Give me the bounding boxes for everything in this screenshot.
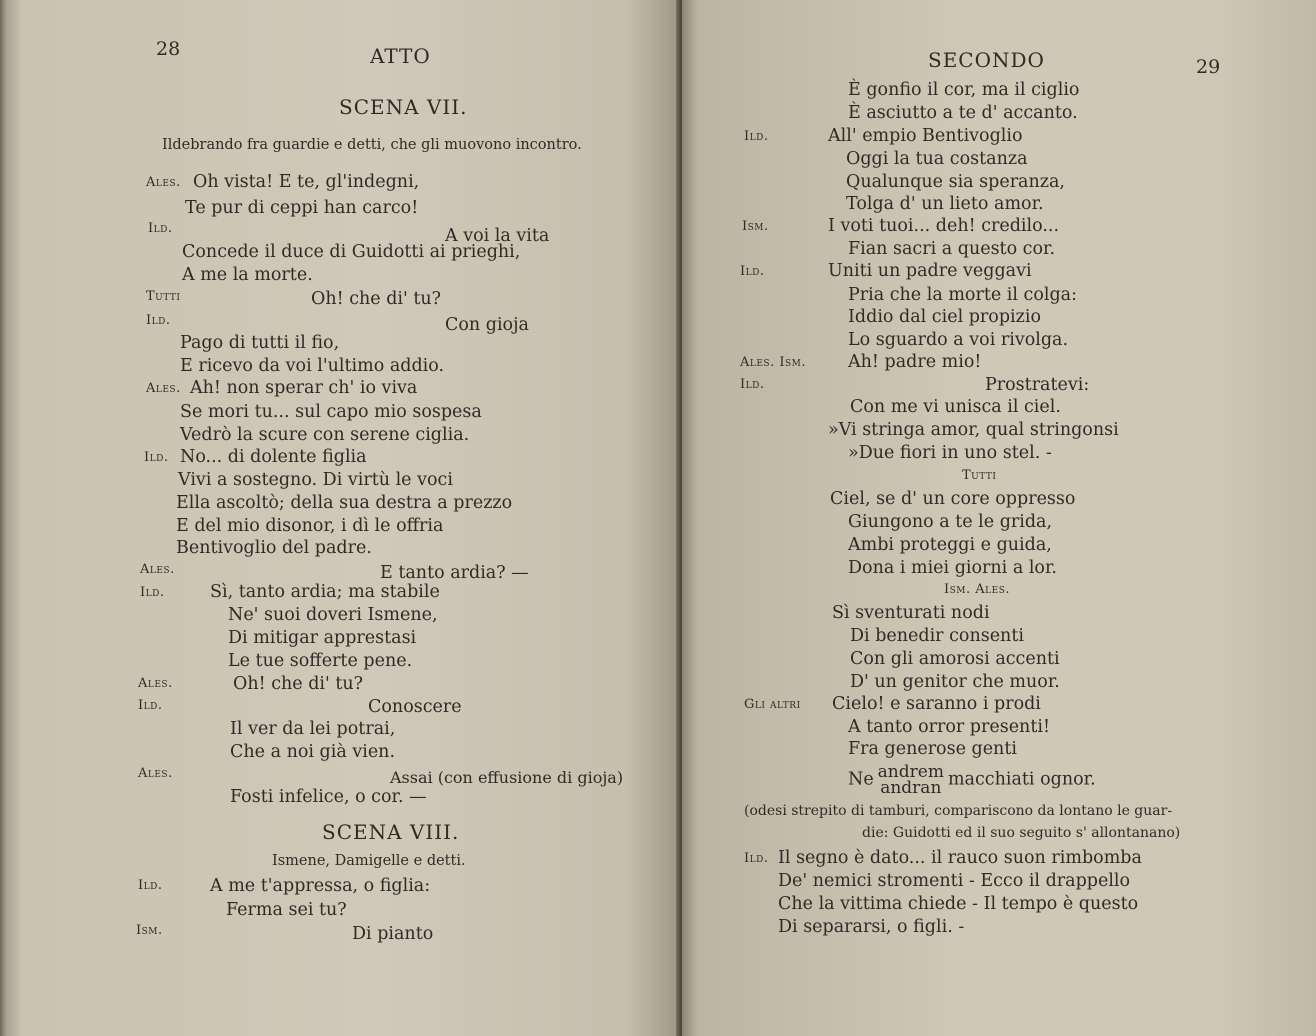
speaker-name: Ild. [140, 585, 165, 600]
speaker-name: Ild. [138, 698, 163, 713]
verse-line: Giungono a te le grida, [848, 512, 1053, 532]
speaker-name: Ales. Ism. [740, 355, 807, 370]
verse-line: Di mitigar apprestasi [228, 628, 417, 648]
verse-line: Ah! non sperar ch' io viva [190, 378, 418, 398]
speaker-name: Ild. [740, 377, 765, 392]
verse-line: Di separarsi, o figli. - [778, 917, 965, 937]
verse-line: Conoscere [368, 697, 462, 717]
page-number: 29 [1196, 56, 1221, 78]
verse-line: Il ver da lei potrai, [230, 719, 396, 739]
speaker-name: Ild. [744, 129, 769, 144]
verse-line-variant [848, 762, 1096, 799]
verse-line: Uniti un padre veggavi [828, 261, 1032, 281]
speaker-name: Ales. [140, 562, 175, 577]
verse-line: Fra generose genti [848, 739, 1017, 759]
verse-line: E tanto ardia? — [380, 563, 529, 583]
speaker-name: Ales. [138, 766, 173, 781]
stage-direction: Ildebrando fra guardie e detti, che gli muovono incontro. [162, 137, 582, 153]
running-head: ATTO [370, 44, 431, 68]
speaker-name: Ales. [146, 381, 181, 396]
verse-line: Sì sventurati nodi [832, 603, 990, 623]
verse-line: Fosti infelice, o cor. — [230, 787, 427, 807]
speaker-name: Ism. Ales. [944, 582, 1011, 597]
verse-word: macchiati ognor. [947, 769, 1096, 790]
verse-line: Prostratevi: [985, 375, 1090, 395]
verse-line: »Due fiori in uno stel. - [848, 443, 1052, 463]
stage-direction: Ismene, Damigelle e detti. [272, 853, 466, 869]
verse-line: È gonfio il cor, ma il ciglio [848, 80, 1080, 100]
running-head: SECONDO [928, 48, 1045, 72]
verse-line: A voi la vita [445, 226, 550, 246]
verse-line: Lo sguardo a voi rivolga. [848, 330, 1069, 350]
speaker-name: Ales. [138, 676, 173, 691]
speaker-name: Ism. [742, 219, 769, 234]
verse-line: Ah! padre mio! [848, 352, 982, 372]
verse-line: Dona i miei giorni a lor. [848, 558, 1057, 578]
speaker-name: Ild. [148, 221, 173, 236]
verse-line: All' empio Bentivoglio [828, 126, 1023, 146]
verse-line: Cielo! e saranno i prodi [832, 694, 1041, 714]
variant-reading [877, 762, 944, 799]
verse-line: Bentivoglio del padre. [176, 538, 372, 558]
speaker-name: Ild. [740, 264, 765, 279]
verse-line: Fian sacri a questo cor. [848, 239, 1056, 259]
verse-line: D' un genitor che muor. [850, 672, 1060, 692]
verse-word: Ne [848, 769, 874, 790]
verse-line: Ne' suoi doveri Ismene, [228, 605, 438, 625]
verse-line: Ella ascoltò; della sua destra a prezzo [176, 493, 513, 513]
verse-line: E del mio disonor, i dì le offria [176, 516, 444, 536]
speaker-name: Ism. [136, 923, 163, 938]
verse-line: Oh vista! E te, gl'indegni, [193, 172, 420, 192]
verse-line: È asciutto a te d' accanto. [848, 103, 1078, 123]
verse-line: Vivi a sostegno. Di virtù le voci [178, 470, 453, 490]
verse-line: A tanto orror presenti! [848, 717, 1050, 737]
verse-line: Ambi proteggi e guida, [848, 535, 1052, 555]
verse-line: Con gioja [445, 315, 529, 335]
verse-line: Iddio dal ciel propizio [848, 307, 1041, 327]
page-number: 28 [156, 38, 181, 60]
right-page [682, 0, 1316, 1036]
speaker-name: Ild. [146, 313, 171, 328]
verse-line: I voti tuoi... deh! credilo... [828, 216, 1060, 236]
variant-top: andrem [877, 762, 944, 782]
verse-line: Ciel, se d' un core oppresso [830, 489, 1076, 509]
speaker-name: Tutti [146, 289, 181, 304]
verse-line: Tolga d' un lieto amor. [846, 194, 1044, 214]
verse-line: Pago di tutti il fio, [180, 333, 340, 353]
verse-line: Con me vi unisca il ciel. [850, 397, 1061, 417]
verse-line: No... di dolente figlia [180, 447, 367, 467]
speaker-name: Ild. [138, 878, 163, 893]
verse-line: Il segno è dato... il rauco suon rimbomba [778, 848, 1142, 868]
verse-line: »Vi stringa amor, qual stringonsi [828, 420, 1119, 440]
verse-line: Qualunque sia speranza, [846, 172, 1065, 192]
speaker-name: Ales. [146, 175, 181, 190]
scene-heading: SCENA VII. [339, 95, 468, 119]
stage-direction: die: Guidotti ed il suo seguito s' allontanano) [862, 825, 1181, 841]
verse-line: Di benedir consenti [850, 626, 1024, 646]
speaker-name: Ild. [744, 851, 769, 866]
verse-line: De' nemici stromenti - Ecco il drappello [778, 871, 1131, 891]
variant-bottom: andran [880, 778, 942, 799]
verse-line: Te pur di ceppi han carco! [185, 198, 419, 218]
verse-line: Assai (con effusione di gioja) [390, 768, 624, 787]
verse-line: A me la morte. [182, 265, 313, 285]
verse-line: E ricevo da voi l'ultimo addio. [180, 356, 445, 376]
verse-line: Con gli amorosi accenti [850, 649, 1060, 669]
speaker-name: Tutti [962, 468, 997, 483]
verse-line: A me t'appressa, o figlia: [210, 876, 431, 896]
verse-line: Concede il duce di Guidotti ai prieghi, [182, 242, 521, 262]
verse-line: Che a noi già vien. [230, 742, 396, 762]
speaker-name: Gli altri [744, 697, 801, 712]
verse-line: Sì, tanto ardia; ma stabile [210, 582, 440, 602]
verse-line: Di pianto [352, 924, 434, 944]
verse-line: Ferma sei tu? [226, 900, 347, 920]
stage-direction: (odesi strepito di tamburi, compariscono da lontano le guar- [744, 803, 1173, 819]
verse-line: Vedrò la scure con serene ciglia. [180, 425, 470, 445]
verse-line: Oggi la tua costanza [846, 149, 1028, 169]
verse-line: Oh! che di' tu? [311, 289, 442, 309]
verse-line: Che la vittima chiede - Il tempo è questo [778, 894, 1139, 914]
speaker-name: Ild. [144, 450, 169, 465]
verse-line: Se mori tu... sul capo mio sospesa [180, 402, 482, 422]
verse-line: Le tue sofferte pene. [228, 651, 413, 671]
verse-line: Pria che la morte il colga: [848, 285, 1077, 305]
verse-line: Oh! che di' tu? [233, 674, 364, 694]
scene-heading: SCENA VIII. [322, 820, 460, 844]
